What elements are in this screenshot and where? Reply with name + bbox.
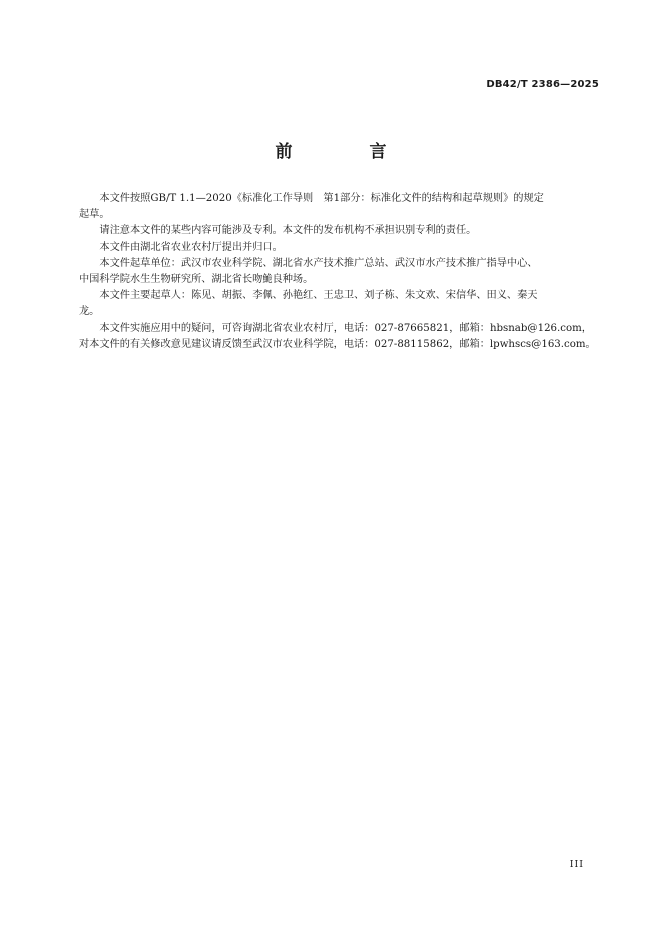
- foreword-body: [79, 191, 605, 353]
- paragraph-4-line-1: 本文件起草单位：武汉市农业科学院、湖北省水产技术推广总站、武汉市水产技术推广指导中心、: [99, 257, 538, 269]
- paragraph-3: 本文件由湖北省农业农村厅提出并归口。: [99, 241, 283, 253]
- page-title: 前 言: [275, 142, 417, 162]
- paragraph-1-line-2: 起草。: [79, 209, 110, 221]
- paragraph-2: 请注意本文件的某些内容可能涉及专利。本文件的发布机构不承担识别专利的责任。: [99, 225, 477, 237]
- paragraph-6-line-2: 对本文件的有关修改意见建议请反馈至武汉市农业科学院，电话：027-88115862，邮箱：lpwhscs@163.com。: [79, 338, 596, 350]
- paragraph-5-line-2: 龙。: [79, 306, 100, 318]
- standard-code: DB42/T 2386—2025: [486, 79, 599, 90]
- paragraph-5-line-1: 本文件主要起草人：陈见、胡振、李佩、孙艳红、王忠卫、刘子栋、朱文欢、宋信华、田义、秦天: [99, 290, 538, 302]
- paragraph-6-line-1: 本文件实施应用中的疑问，可咨询湖北省农业农村厅，电话：027-87665821，邮箱：hbsnab@126.com，: [99, 322, 592, 334]
- paragraph-1-line-1: 本文件按照GB/T 1.1—2020《标准化工作导则 第1部分：标准化文件的结构和起草规则》的规定: [99, 193, 544, 204]
- paragraph-4-line-2: 中国科学院水生生物研究所、湖北省长吻鮠良种场。: [79, 274, 314, 286]
- page-number: III: [569, 859, 584, 870]
